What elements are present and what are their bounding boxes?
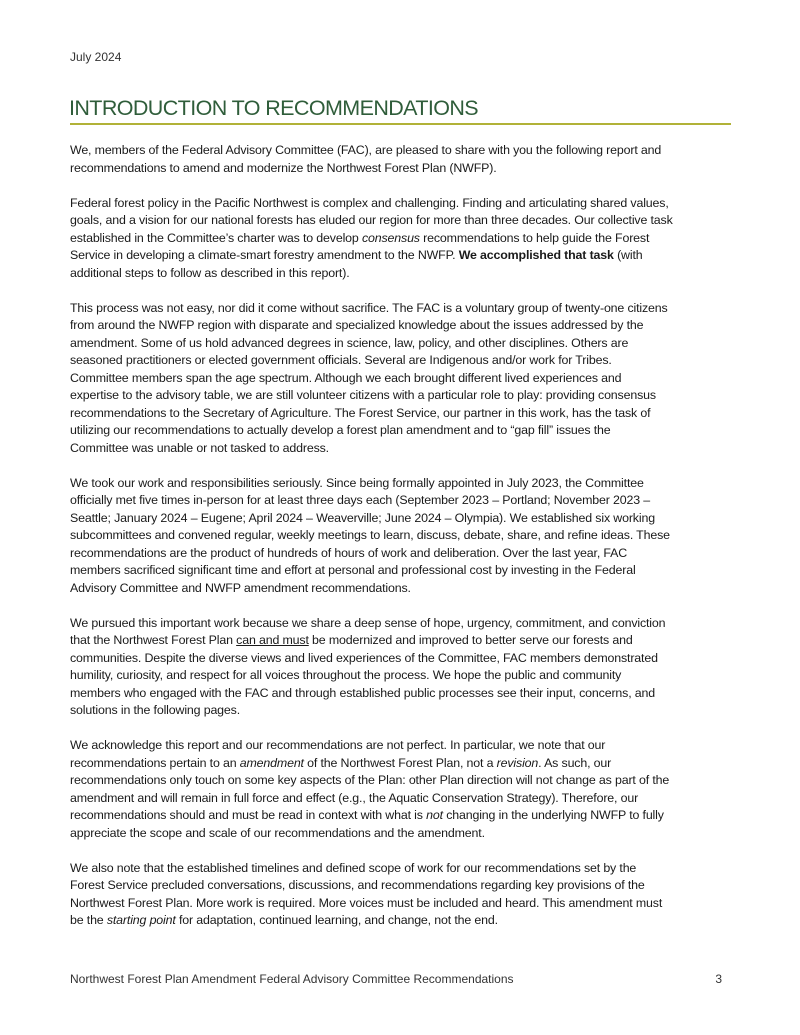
text-run: We, members of the Federal Advisory Committee (FAC), are pleased to share with you the following report and [70, 143, 662, 157]
text-run: We pursued this important work because we share a deep sense of hope, urgency, commitment, and conviction [70, 615, 666, 630]
text-run: amendment and will remain in full force and effect (e.g., the Aquatic Conservation Strategy). Therefore, our [70, 790, 639, 805]
text-run: communities. Despite the diverse views and lived experiences of the Committee, FAC members demonstrated [70, 650, 658, 665]
text-line [70, 790, 740, 808]
bold-text: We accomplished that task [458, 248, 614, 262]
text-run: seasoned practitioners or elected government officials. Several are Indigenous and/or work for Tribes. [70, 353, 612, 367]
text-run: humility, curiosity, and respect for all voices throughout the process. We hope the public and community [70, 668, 622, 682]
text-run: recommendations to the Secretary of Agriculture. The Forest Service, our partner in this work, has the task of [70, 405, 651, 420]
page-footer [70, 972, 722, 986]
italic-text: revision [496, 755, 539, 770]
text-run: Seattle; January 2024 – Eugene; April 2024 – Weaverville; June 2024 – Olympia). We established six working [70, 510, 655, 525]
text-run: recommendations are the product of hundreds of hours of work and deliberation. Over the last year, FAC [70, 545, 628, 560]
text-run: appreciate the scope and scale of our recommendations and the amendment. [70, 825, 485, 840]
text-line [70, 615, 740, 633]
page-number: 3 [715, 972, 722, 986]
text-line [70, 160, 740, 178]
text-run: solutions in the following pages. [70, 703, 241, 717]
text-run: additional steps to follow as described in this report). [70, 265, 350, 280]
paragraph [70, 475, 740, 598]
paragraph [70, 737, 740, 842]
text-line [70, 510, 740, 528]
text-line [70, 772, 740, 790]
text-line [70, 440, 740, 458]
text-run: Committee members span the age spectrum. Although we each brought different lived experiences and [70, 370, 622, 385]
paragraph [70, 300, 740, 458]
text-run: Federal forest policy in the Pacific Northwest is complex and challenging. Finding and articulating shared values, [70, 195, 669, 210]
paragraph [70, 860, 740, 930]
text-run: (with [613, 248, 643, 262]
text-run: Advisory Committee and NWFP amendment recommendations. [70, 580, 411, 595]
text-run: . As such, our [538, 755, 612, 770]
text-run: be the [70, 913, 107, 927]
text-line [70, 370, 740, 388]
text-line [70, 737, 740, 755]
text-run: members who engaged with the FAC and through established public processes see their input, concerns, and [70, 685, 656, 700]
text-line [70, 475, 740, 493]
text-line [70, 807, 740, 825]
paragraph [70, 615, 740, 720]
text-run: Northwest Forest Plan. More work is required. More voices must be included and heard. This amendment must [70, 895, 663, 910]
text-run: goals, and a vision for our national forests has eluded our region for more than three decades. Our collective task [70, 213, 673, 227]
title-underline-divider [70, 123, 731, 125]
text-line [70, 142, 740, 160]
text-run: that the Northwest Forest Plan [70, 633, 237, 647]
text-run: recommendations pertain to an [70, 755, 240, 770]
text-line [70, 405, 740, 423]
text-run: recommendations to amend and modernize the Northwest Forest Plan (NWFP). [70, 160, 497, 175]
text-run: officially met five times in-person for at least three days each (September 2023 – Portland; November 2023 – [70, 493, 651, 507]
text-run: from around the NWFP region with disparate and specialized knowledge about the issues addressed by the [70, 318, 644, 332]
italic-text: amendment [239, 755, 304, 770]
text-line [70, 422, 740, 440]
text-line [70, 877, 740, 895]
text-line [70, 825, 740, 843]
text-run: Forest Service precluded conversations, discussions, and recommendations regarding key provisions of the [70, 878, 645, 892]
text-line [70, 580, 740, 598]
text-line [70, 335, 740, 353]
italic-text: consensus [361, 230, 420, 245]
text-run: Committee was unable or not tasked to address. [70, 440, 329, 455]
text-run: established in the Committee’s charter was to develop [70, 230, 362, 245]
text-line [70, 895, 740, 913]
text-run: subcommittees and convened regular, weekly meetings to learn, discuss, debate, share, and refine ideas. These [70, 528, 670, 542]
text-run: recommendations only touch on some key aspects of the Plan: other Plan direction will not change as part of the [70, 773, 670, 787]
text-run: We took our work and responsibilities seriously. Since being formally appointed in July 2023, the Committee [70, 475, 644, 490]
text-line [70, 492, 740, 510]
text-run: This process was not easy, nor did it come without sacrifice. The FAC is a voluntary group of twenty-one citizens [70, 300, 668, 315]
paragraph [70, 142, 740, 177]
page-date: July 2024 [70, 50, 122, 64]
text-run: Service in developing a climate-smart forestry amendment to the NWFP. [70, 248, 459, 262]
text-run: expertise to the advisory table, we are still volunteer citizens with a particular role to play: providing consensus [70, 388, 656, 402]
text-line [70, 860, 740, 878]
text-line [70, 317, 740, 335]
text-line [70, 685, 740, 703]
text-line [70, 702, 740, 720]
text-line [70, 545, 740, 563]
text-run: members sacrificed significant time and effort at personal and professional cost by investing in the Federal [70, 563, 636, 577]
text-run: recommendations should and must be read in context with what is [70, 808, 427, 822]
italic-text: starting point [106, 913, 176, 927]
text-line [70, 667, 740, 685]
body-text [70, 142, 740, 947]
underlined-text: can and must [236, 633, 309, 647]
text-line [70, 755, 740, 773]
text-run: be modernized and improved to better serve our forests and [308, 633, 633, 647]
text-run: We acknowledge this report and our recommendations are not perfect. In particular, we note that our [70, 738, 606, 752]
text-run: of the Northwest Forest Plan, not a [303, 755, 497, 770]
text-line [70, 912, 740, 930]
paragraph [70, 195, 740, 283]
text-run: recommendations to help guide the Forest [419, 230, 650, 245]
text-run: for adaptation, continued learning, and change, not the end. [175, 913, 498, 927]
text-line [70, 265, 740, 283]
text-run: changing in the underlying NWFP to fully [442, 808, 664, 822]
text-line [70, 212, 740, 230]
text-line [70, 230, 740, 248]
text-run: utilizing our recommendations to actually develop a forest plan amendment and to “gap fill” issues the [70, 423, 611, 437]
text-line [70, 247, 740, 265]
footer-text: Northwest Forest Plan Amendment Federal Advisory Committee Recommendations [70, 972, 514, 986]
text-run: amendment. Some of us hold advanced degrees in science, law, policy, and other disciplines. Others are [70, 335, 629, 350]
page-title: INTRODUCTION TO RECOMMENDATIONS [69, 96, 479, 120]
text-run: We also note that the established timelines and defined scope of work for our recommendations set by the [70, 860, 637, 875]
text-line [70, 195, 740, 213]
text-line [70, 527, 740, 545]
text-line [70, 300, 740, 318]
text-line [70, 632, 740, 650]
italic-text: not [426, 808, 443, 822]
text-line [70, 650, 740, 668]
text-line [70, 387, 740, 405]
text-line [70, 352, 740, 370]
text-line [70, 562, 740, 580]
